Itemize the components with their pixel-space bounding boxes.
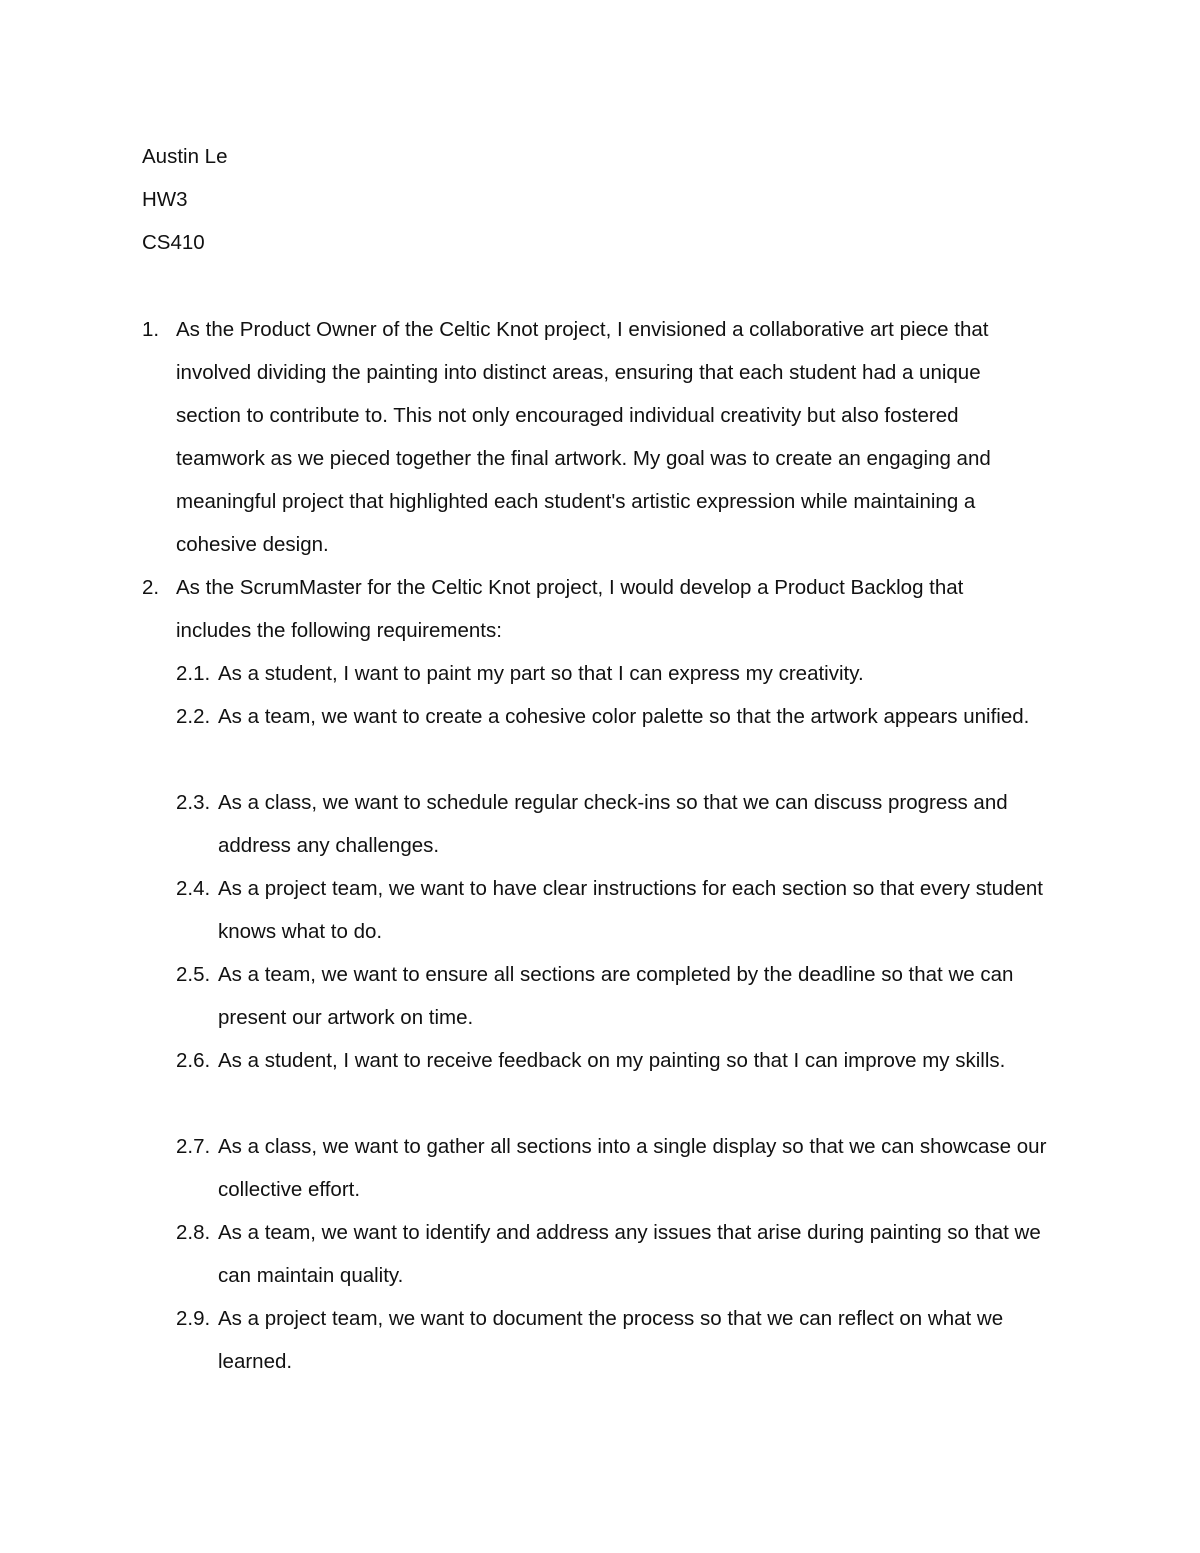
sub-item-2-1 xyxy=(176,652,1066,695)
sub-item-number: 2.9. xyxy=(176,1307,211,1330)
sub-item-2-3 xyxy=(176,781,1066,867)
sub-item-number: 2.7. xyxy=(176,1135,211,1158)
list-item-1 xyxy=(142,308,1042,566)
sub-item-text: As a project team, we want to document the process so that we can reflect on what we learned. xyxy=(218,1307,1004,1373)
sub-item-text: As a team, we want to ensure all sections are completed by the deadline so that we can present our artwork on time. xyxy=(218,963,1014,1029)
sub-item-2-5 xyxy=(176,953,1066,1039)
sub-item-text: As a class, we want to gather all sections into a single display so that we can showcase our collective effort. xyxy=(218,1135,1047,1201)
sub-item-text: As a team, we want to identify and address any issues that arise during painting so that we can maintain quality. xyxy=(218,1221,1041,1287)
sub-item-text: As a project team, we want to have clear instructions for each section so that every student knows what to do. xyxy=(218,877,1043,943)
sub-item-2-6 xyxy=(176,1039,1066,1082)
sub-item-number: 2.5. xyxy=(176,963,211,986)
list-item-text: As the ScrumMaster for the Celtic Knot project, I would develop a Product Backlog that includes the following requirements: xyxy=(176,576,964,642)
sub-item-number: 2.6. xyxy=(176,1049,211,1072)
sub-item-number: 2.3. xyxy=(176,791,211,814)
sub-item-text: As a student, I want to paint my part so that I can express my creativity. xyxy=(218,662,864,685)
list-item-text: As the Product Owner of the Celtic Knot project, I envisioned a collaborative art piece that involved dividing the painting into distinct areas, ensuring that each student had a unique section to contribute to. This not only encouraged individual creativity but also fostered teamwork as we pieced together the final artwork. My goal was to create an engaging and meaningful project that highlighted each student's artistic expression while maintaining a cohesive design. xyxy=(176,318,991,556)
list-item-2 xyxy=(142,566,1042,652)
sub-item-number: 2.2. xyxy=(176,705,211,728)
assignment-title: HW3 xyxy=(142,188,188,211)
sub-item-number: 2.1. xyxy=(176,662,211,685)
sub-item-number: 2.8. xyxy=(176,1221,211,1244)
list-item-number: 2. xyxy=(142,576,160,599)
sub-item-2-2 xyxy=(176,695,1066,738)
course-code: CS410 xyxy=(142,231,205,254)
list-item-number: 1. xyxy=(142,318,160,341)
author-name: Austin Le xyxy=(142,145,228,168)
sub-item-2-8 xyxy=(176,1211,1066,1297)
sub-item-text: As a student, I want to receive feedback on my painting so that I can improve my skills. xyxy=(218,1049,1006,1072)
sub-item-text: As a class, we want to schedule regular check-ins so that we can discuss progress and address any challenges. xyxy=(218,791,1008,857)
sub-item-2-4 xyxy=(176,867,1066,953)
sub-item-2-7 xyxy=(176,1125,1066,1211)
sub-item-text: As a team, we want to create a cohesive color palette so that the artwork appears unified. xyxy=(218,705,1030,728)
sub-item-2-9 xyxy=(176,1297,1066,1383)
sub-item-number: 2.4. xyxy=(176,877,211,900)
